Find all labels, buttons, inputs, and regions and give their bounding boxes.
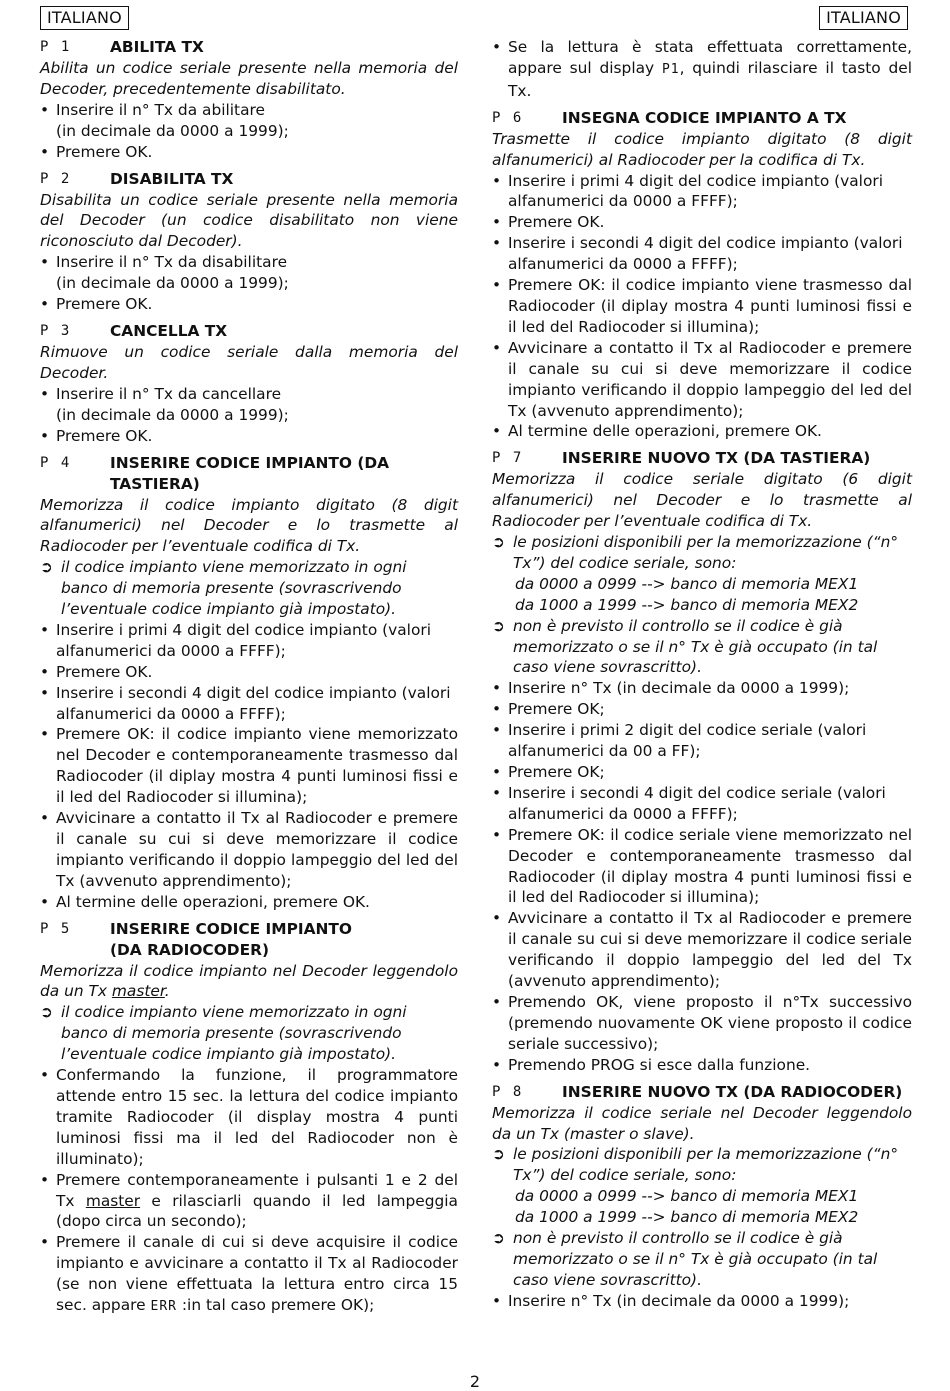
list-item: • Inserire i primi 4 digit del codice impianto (valori alfanumerici da 0000 a FFFF);	[40, 620, 431, 660]
arrow-icon: ➲	[492, 616, 505, 635]
note: ➲ le posizioni disponibili per la memorizzazione (“n° Tx”) del codice seriale, sono: da 0000 a 0999 --> banco di memoria MEX1 da 1000 a 1999 --> banco di memoria MEX2	[492, 533, 899, 614]
display-code: P 7	[492, 450, 524, 467]
section-heading-p6	[492, 108, 912, 129]
bullet-icon: •	[40, 683, 50, 702]
bullet-icon: •	[492, 234, 502, 253]
list-item: • Premere OK;	[492, 700, 605, 719]
section-intro: Abilita un codice seriale presente nella memoria del Decoder, precedentemente disabilitato.	[40, 59, 458, 98]
bullet-icon: •	[40, 426, 50, 445]
section-heading-p3	[40, 321, 458, 342]
list-item: • Premere OK.	[40, 662, 153, 681]
list-item: • Premendo OK, viene proposto il n°Tx successivo (premendo nuovamente OK viene proposto il codice seriale successivo);	[492, 992, 912, 1053]
list-item: • Confermando la funzione, il programmatore attende entro 15 sec. la lettura del codice impianto tramite Radiocoder (il display mostra 4 punti luminosi fissi ma il led del Radiocoder non è illuminato);	[40, 1066, 458, 1168]
list-item: • Inserire n° Tx (in decimale da 0000 a 1999);	[492, 1291, 850, 1310]
arrow-icon: ➲	[40, 558, 53, 577]
note: ➲ non è previsto il controllo se il codice è già memorizzato o se il n° Tx è già occupato (in tal caso viene sovrascritto).	[492, 1229, 878, 1289]
display-readout-err: ERR	[150, 1299, 177, 1315]
bullet-icon: •	[492, 338, 502, 357]
bullet-icon: •	[40, 1170, 50, 1189]
display-code: P 4	[40, 454, 72, 471]
bullet-icon: •	[40, 809, 50, 828]
bullet-icon: •	[40, 1233, 50, 1252]
section-intro: Memorizza il codice seriale nel Decoder leggendolo da un Tx (master o slave).	[492, 1103, 912, 1143]
section-title-line2: (DA RADIOCODER)	[110, 940, 269, 959]
arrow-icon: ➲	[492, 1145, 505, 1164]
note: ➲ il codice impianto viene memorizzato in ogni banco di memoria presente (sovrascrivendo l’eventuale codice impianto già impostato).	[40, 558, 407, 619]
page-number: 2	[469, 1372, 481, 1391]
list-item: • Premere OK: il codice seriale viene memorizzato nel Decoder e contemporaneamente trasmesso dal Radiocoder (il diplay mostra 4 punti luminosi fissi e il led del Radiocoder si illumina);	[492, 825, 912, 907]
list-item: • Inserire i secondi 4 digit del codice impianto (valori alfanumerici da 0000 a FFFF);	[40, 683, 451, 723]
list-item: • Avvicinare a contatto il Tx al Radiocoder e premere il canale su cui si deve memorizzare il codice impianto verificando il doppio lampeggio del led del Tx (avvenuto apprendimento);	[492, 338, 912, 420]
section-intro: Memorizza il codice impianto nel Decoder leggendolo da un Tx master.	[40, 961, 458, 1001]
bullet-icon: •	[492, 213, 502, 232]
left-column	[40, 37, 458, 1318]
list-item: • Premendo PROG si esce dalla funzione.	[492, 1055, 811, 1074]
bullet-icon: •	[40, 295, 50, 314]
bullet-icon: •	[492, 700, 502, 719]
list-item: • Premere OK.	[40, 295, 153, 314]
section-heading-p1	[40, 37, 458, 58]
bullet-icon: •	[40, 662, 50, 681]
list-item: • Avvicinare a contatto il Tx al Radiocoder e premere il canale su cui si deve memorizzare il codice impianto verificando il doppio lampeggio del led del Tx (avvenuto apprendimento);	[40, 809, 458, 890]
bullet-icon: •	[40, 142, 50, 161]
section-title: INSERIRE CODICE IMPIANTO (DA TASTIERA)	[110, 453, 390, 493]
list-item: • Inserire i primi 2 digit del codice seriale (valori alfanumerici da 00 a FF);	[492, 721, 867, 761]
list-item: • Premere OK: il codice impianto viene memorizzato nel Decoder e contemporaneamente trasmesso dal Radiocoder (il diplay mostra 4 punti luminosi fissi e il led del Radiocoder si illumina);	[40, 725, 458, 807]
list-item: • Premere OK.	[40, 142, 153, 161]
arrow-icon: ➲	[492, 1229, 505, 1248]
display-code: P 8	[492, 1083, 524, 1100]
bullet-icon: •	[492, 721, 502, 740]
bullet-icon: •	[492, 783, 502, 802]
list-item-continuation: (in decimale da 0000 a 1999);	[56, 121, 289, 140]
arrow-icon: ➲	[492, 533, 505, 552]
section-title: INSERIRE NUOVO TX (DA RADIOCODER)	[562, 1082, 903, 1101]
display-code: P 6	[492, 109, 524, 126]
list-item-continuation: (in decimale da 0000 a 1999);	[56, 274, 289, 293]
bullet-icon: •	[492, 992, 502, 1011]
bullet-icon: •	[492, 1291, 502, 1310]
bullet-icon: •	[40, 1066, 50, 1085]
section-title: INSERIRE NUOVO TX (DA TASTIERA)	[562, 449, 871, 468]
bullet-icon: •	[492, 38, 502, 56]
bullet-icon: •	[40, 253, 50, 272]
bullet-icon: •	[40, 100, 50, 119]
section-intro: Disabilita un codice seriale presente nella memoria del Decoder (un codice disabilitato non viene riconosciuto dal Decoder).	[40, 190, 458, 251]
list-item: • Al termine delle operazioni, premere OK.	[40, 892, 370, 911]
section-title: CANCELLA TX	[110, 321, 228, 340]
bullet-icon: •	[40, 892, 50, 911]
list-item: • Premere OK;	[492, 763, 605, 781]
list-item: • Inserire i primi 4 digit del codice impianto (valori alfanumerici da 0000 a FFFF);	[492, 171, 883, 211]
section-intro: Memorizza il codice seriale digitato (6 digit alfanumerici) nel Decoder e lo trasmette al Radiocoder per l’eventuale codifica di Tx.	[492, 470, 912, 531]
bullet-icon: •	[40, 725, 50, 744]
list-item: • Premere contemporaneamente i pulsanti 1 e 2 del Tx master e rilasciarli quando il led lampeggia (dopo circa un secondo);	[40, 1170, 458, 1231]
note: ➲ non è previsto il controllo se il codice è già memorizzato o se il n° Tx è già occupato (in tal caso viene sovrascritto).	[492, 616, 878, 677]
list-item: • Premere OK.	[40, 426, 153, 445]
section-heading-p4	[40, 453, 458, 495]
display-code: P 2	[40, 170, 72, 187]
section-heading-p5	[40, 919, 458, 940]
section-heading-p8	[492, 1082, 912, 1103]
bullet-icon: •	[40, 620, 50, 639]
language-tag-right: ITALIANO	[819, 6, 908, 30]
display-code: P 1	[40, 39, 72, 55]
list-item: • Inserire il n° Tx da disabilitare	[40, 253, 288, 272]
note: ➲ le posizioni disponibili per la memorizzazione (“n° Tx”) del codice seriale, sono: da 0000 a 0999 --> banco di memoria MEX1 da 1000 a 1999 --> banco di memoria MEX2	[492, 1145, 899, 1227]
bullet-icon: •	[492, 825, 502, 844]
list-item: • Inserire i secondi 4 digit del codice impianto (valori alfanumerici da 0000 a FFFF);	[492, 234, 903, 274]
list-item: • Premere il canale di cui si deve acquisire il codice impianto e avvicinare a contatto il Tx al Radiocoder (se non viene effettuata la lettura entro circa 15 sec. appare ERR :in tal caso premere OK);	[40, 1232, 458, 1318]
bullet-icon: •	[40, 384, 50, 403]
section-title: ABILITA TX	[110, 38, 204, 56]
display-readout-p1: P1	[661, 61, 680, 77]
list-item: • Premere OK.	[492, 213, 605, 232]
list-item: • Avvicinare a contatto il Tx al Radiocoder e premere il canale su cui si deve memorizzare il codice seriale verificando il doppio lampeggio del led del Tx (avvenuto apprendimento);	[492, 909, 912, 991]
section-intro: Memorizza il codice impianto digitato (8 digit alfanumerici) nel Decoder e lo trasmette al Radiocoder per l’eventuale codifica di Tx.	[40, 495, 458, 556]
bullet-icon: •	[492, 909, 502, 928]
section-intro: Trasmette il codice impianto digitato (8 digit alfanumerici) al Radiocoder per la codifica di Tx.	[492, 129, 912, 169]
bullet-icon: •	[492, 171, 502, 190]
arrow-icon: ➲	[40, 1003, 53, 1022]
bullet-icon: •	[492, 276, 502, 295]
language-tag-left: ITALIANO	[40, 6, 129, 30]
section-title: DISABILITA TX	[110, 169, 234, 188]
bullet-icon: •	[492, 679, 502, 698]
section-title: INSEGNA CODICE IMPIANTO A TX	[562, 108, 847, 127]
list-item: • Se la lettura è stata effettuata correttamente, appare sul display P1, quindi rilasciare il tasto del Tx.	[492, 38, 912, 100]
list-item: • Inserire il n° Tx da cancellare	[40, 384, 282, 403]
section-heading-p7	[492, 448, 912, 469]
list-item: • Inserire il n° Tx da abilitare	[40, 100, 265, 119]
bullet-icon: •	[492, 1055, 502, 1074]
list-item: • Al termine delle operazioni, premere OK.	[492, 422, 822, 441]
note: ➲ il codice impianto viene memorizzato in ogni banco di memoria presente (sovrascrivendo l’eventuale codice impianto già impostato).	[40, 1003, 407, 1064]
section-heading-p2	[40, 169, 458, 190]
list-item: • Premere OK: il codice impianto viene trasmesso dal Radiocoder (il diplay mostra 4 punti luminosi fissi e il led del Radiocoder si illumina);	[492, 276, 912, 336]
section-title: INSERIRE CODICE IMPIANTO	[110, 919, 352, 938]
list-item: • Inserire n° Tx (in decimale da 0000 a 1999);	[492, 679, 850, 698]
display-code: P 3	[40, 322, 72, 339]
section-intro: Rimuove un codice seriale dalla memoria del Decoder.	[40, 342, 458, 382]
list-item-continuation: (in decimale da 0000 a 1999);	[56, 405, 289, 424]
bullet-icon: •	[492, 763, 502, 781]
right-column	[492, 37, 912, 1312]
display-code: P 5	[40, 920, 72, 937]
list-item: • Inserire i secondi 4 digit del codice seriale (valori alfanumerici da 0000 a FFFF);	[492, 783, 886, 823]
bullet-icon: •	[492, 422, 502, 441]
